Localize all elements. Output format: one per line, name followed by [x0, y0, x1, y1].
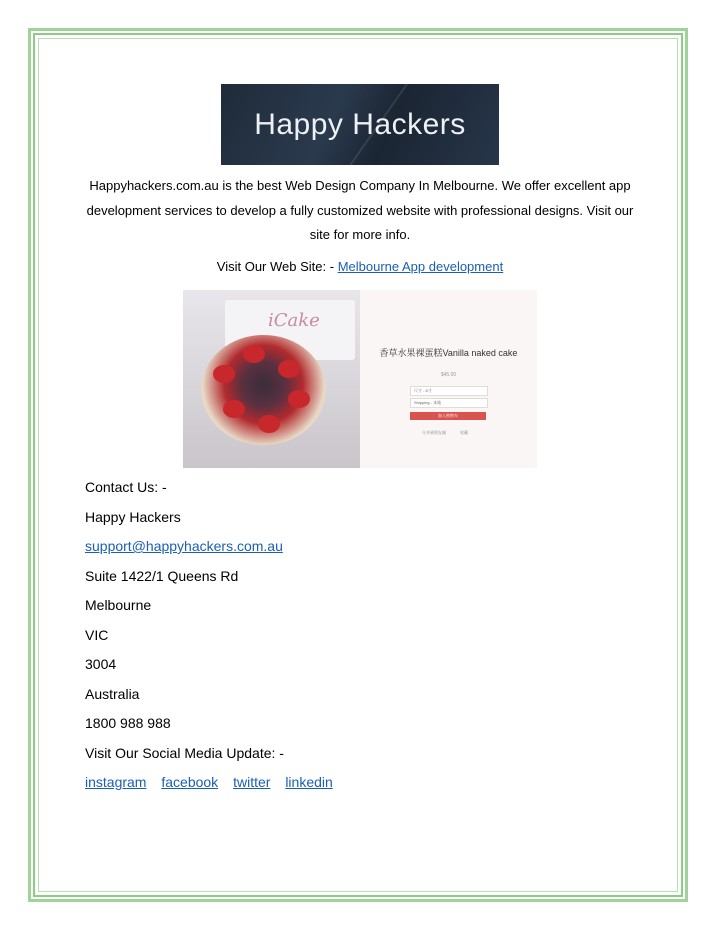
- intro-paragraph: Happyhackers.com.au is the best Web Design Company In Melbourne. We offer excellent app development services to develop a fully customized website with professional designs. Visit our site for more info.: [86, 178, 634, 242]
- phone-number: 1800 988 988: [85, 715, 171, 731]
- share-link: 分享到朋友圈: [422, 430, 446, 435]
- state: VIC: [85, 626, 109, 643]
- strawberry: [288, 390, 310, 408]
- size-select: 尺寸 - 6寸: [410, 386, 488, 396]
- visit-website-line: [80, 259, 640, 274]
- cake-photo: [183, 290, 360, 468]
- logo-text: Happy Hackers: [254, 107, 466, 141]
- product-photo: [183, 290, 537, 468]
- social-links: [85, 773, 645, 803]
- product-price: $45.00: [440, 372, 457, 378]
- strawberry: [278, 360, 300, 378]
- contact-section: [85, 478, 645, 803]
- happy-hackers-logo: [221, 84, 499, 165]
- strawberry: [223, 400, 245, 418]
- add-to-cart-button: 加入购物车: [410, 412, 486, 420]
- visit-prefix: Visit Our Web Site: -: [216, 259, 338, 274]
- linkedin-link[interactable]: linkedin: [285, 774, 333, 790]
- strawberry: [243, 345, 265, 363]
- favorite-link: 收藏: [460, 430, 468, 435]
- country: Australia: [85, 685, 140, 702]
- postcode: 3004: [85, 656, 117, 672]
- strawberry: [258, 415, 280, 433]
- twitter-link[interactable]: twitter: [233, 774, 271, 790]
- strawberry: [213, 365, 235, 383]
- melbourne-app-development-link[interactable]: Melbourne App development: [337, 259, 504, 274]
- company-name: Happy Hackers: [85, 508, 181, 525]
- contact-heading: Contact Us: -: [85, 479, 167, 495]
- instagram-link[interactable]: instagram: [85, 774, 147, 790]
- product-title: 香草水果裸蛋糕Vanilla naked cake: [379, 348, 518, 358]
- shipping-select: Shipping - 本地: [410, 398, 488, 408]
- address-line: Suite 1422/1 Queens Rd: [85, 567, 239, 584]
- facebook-link[interactable]: facebook: [161, 774, 219, 790]
- app-screenshot: [360, 290, 537, 468]
- social-heading: Visit Our Social Media Update: -: [85, 744, 284, 761]
- email-link[interactable]: support@happyhackers.com.au: [85, 538, 283, 554]
- cake-box-logo: iCake: [268, 310, 320, 331]
- city: Melbourne: [85, 597, 152, 613]
